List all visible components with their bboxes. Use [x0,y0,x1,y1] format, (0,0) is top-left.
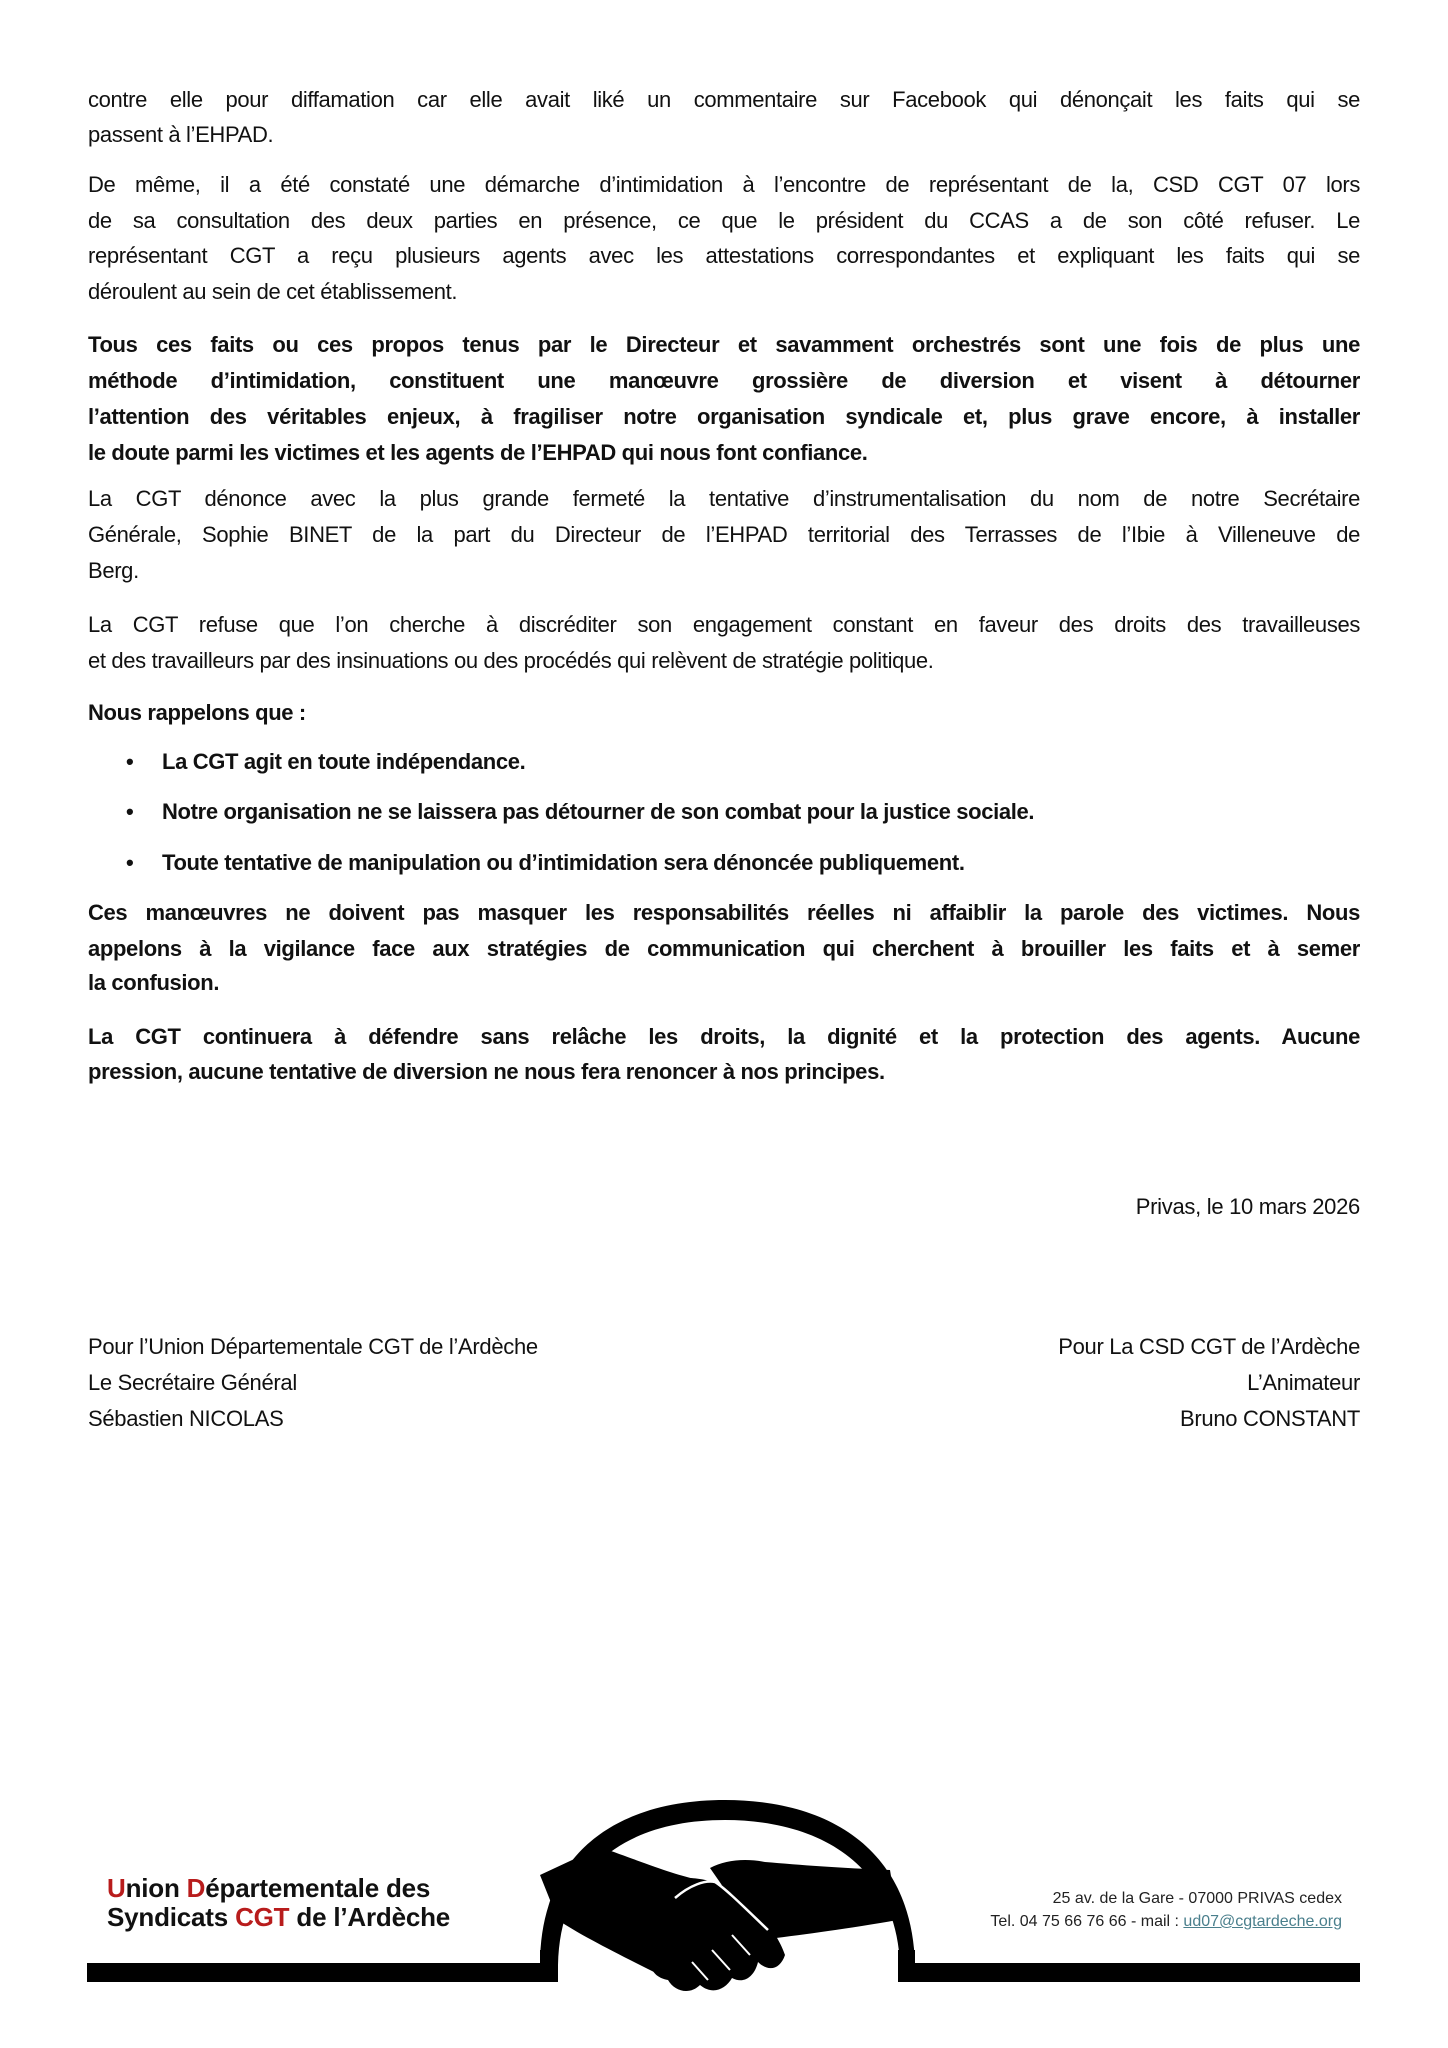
org-initial-d: D [186,1873,206,1903]
footer-org-line-1 [107,1873,430,1903]
org-text: de l’Ardèche [289,1902,451,1932]
body-line-bold: l’attention des véritables enjeux, à fragiliser notre organisation syndicale et, plus grave encore, à installer [88,404,1360,429]
bullet-text: La CGT agit en toute indépendance. [162,749,526,774]
date-line: Privas, le 10 mars 2026 [1135,1194,1360,1219]
body-line: Berg. [88,558,139,583]
footer-email-link[interactable]: ud07@cgtardeche.org [1183,1913,1342,1930]
body-line: de sa consultation des deux parties en présence, ce que le président du CCAS a de son côté refuser. Le [88,208,1360,233]
body-line: déroulent au sein de cet établissement. [88,279,458,304]
bullet-text: Notre organisation ne se laissera pas détourner de son combat pour la justice sociale. [162,799,1035,824]
body-line: et des travailleurs par des insinuations ou des procédés qui relèvent de stratégie politique. [88,648,934,673]
handshake-arch-icon [500,1780,950,2020]
bullet-icon: • [126,799,134,824]
org-cgt: CGT [235,1902,290,1932]
footer-org-line-2 [107,1902,450,1932]
signature-left-org: Pour l’Union Départementale CGT de l’Ardèche [88,1334,538,1359]
body-line: La CGT refuse que l’on cherche à discréditer son engagement constant en faveur des droits des travailleuses [88,612,1360,637]
footer-phone: Tel. 04 75 66 76 66 - mail : [990,1913,1184,1930]
body-line: Générale, Sophie BINET de la part du Directeur de l’EHPAD territorial des Terrasses de l’Ibie à Villeneuve de [88,522,1360,547]
bullet-icon: • [126,749,134,774]
body-line: représentant CGT a reçu plusieurs agents avec les attestations correspondantes et expliquant les faits qui se [88,243,1360,268]
bullet-text: Toute tentative de manipulation ou d’intimidation sera dénoncée publiquement. [162,850,965,875]
body-line: contre elle pour diffamation car elle avait liké un commentaire sur Facebook qui dénonçait les faits qui se [88,87,1360,112]
footer-bar-left [87,1963,545,1982]
body-line-bold: pression, aucune tentative de diversion ne nous fera renoncer à nos principes. [88,1059,885,1084]
body-line: De même, il a été constaté une démarche d’intimidation à l’encontre de représentant de la, CSD CGT 07 lors [88,172,1360,197]
bullet-icon: • [126,850,134,875]
body-line-bold: appelons à la vigilance face aux stratégies de communication qui cherchent à brouiller les faits et à semer [88,936,1360,961]
footer-contact-line [990,1911,1342,1933]
footer-bar-right [913,1963,1360,1982]
body-line: passent à l’EHPAD. [88,122,274,147]
signature-right-title: L’Animateur [1247,1370,1360,1395]
footer-address: 25 av. de la Gare - 07000 PRIVAS cedex [1052,1890,1342,1907]
org-text: nion [125,1873,187,1903]
org-initial-u: U [107,1873,126,1903]
signature-right-name: Bruno CONSTANT [1180,1406,1360,1431]
body-line-bold: Tous ces faits ou ces propos tenus par le Directeur et savamment orchestrés sont une fois de plus une [88,332,1360,357]
signature-left-name: Sébastien NICOLAS [88,1406,284,1431]
org-text: Syndicats [107,1902,236,1932]
signature-left-title: Le Secrétaire Général [88,1370,297,1395]
body-line-bold: La CGT continuera à défendre sans relâche les droits, la dignité et la protection des agents. Aucune [88,1024,1360,1049]
list-intro: Nous rappelons que : [88,700,306,725]
body-line: La CGT dénonce avec la plus grande fermeté la tentative d’instrumentalisation du nom de notre Secrétaire [88,486,1360,511]
body-line-bold: Ces manœuvres ne doivent pas masquer les responsabilités réelles ni affaiblir la parole des victimes. Nous [88,900,1360,925]
body-line-bold: la confusion. [88,970,220,995]
org-text: épartementale des [205,1873,431,1903]
body-line-bold: méthode d’intimidation, constituent une manœuvre grossière de diversion et visent à détourner [88,368,1360,393]
signature-right-org: Pour La CSD CGT de l’Ardèche [1058,1334,1360,1359]
body-line-bold: le doute parmi les victimes et les agents de l’EHPAD qui nous font confiance. [88,440,868,465]
